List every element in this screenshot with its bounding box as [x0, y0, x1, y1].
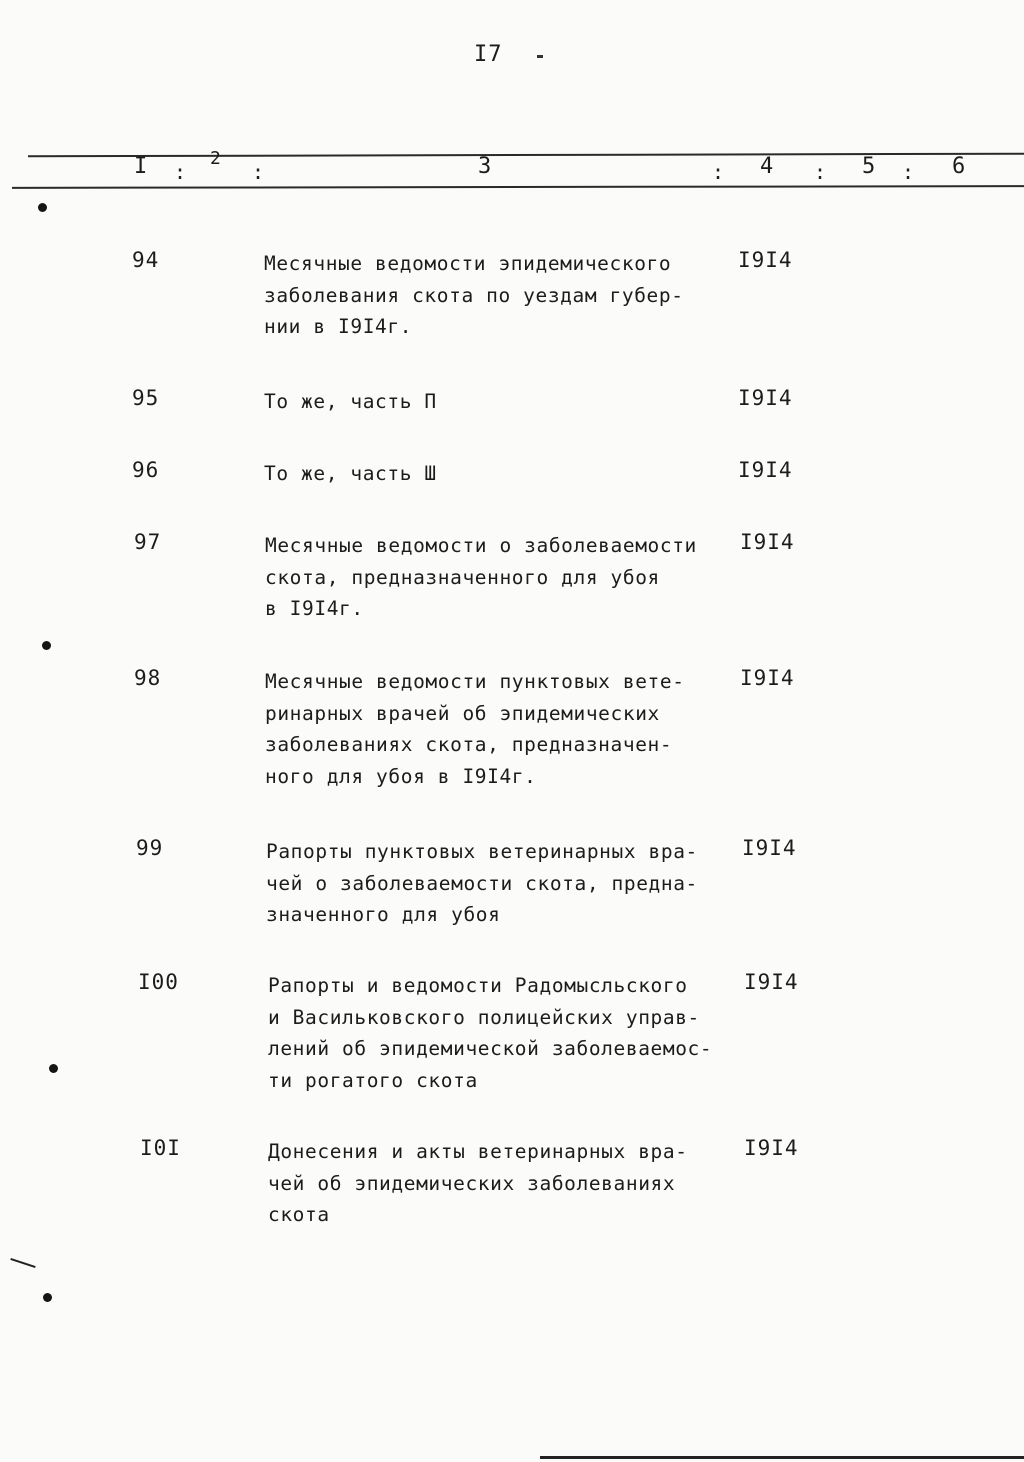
row-number: 99: [136, 836, 164, 860]
row-year: I9I4: [738, 458, 793, 482]
row-year: I9I4: [744, 1136, 799, 1160]
row-number: I00: [138, 970, 179, 994]
pen-mark: [537, 55, 543, 58]
column-header-3: 3: [478, 154, 492, 179]
row-description: Месячные ведомости о заболеваемости скота, предназначенного для убоя в I9I4г.: [265, 534, 697, 620]
row-year: I9I4: [740, 666, 795, 690]
column-header-5: 5: [862, 154, 876, 179]
row-description: Месячные ведомости пунктовых вете- ринарных врачей об эпидемических заболеваниях скота, предназначен- ного для убоя в I9I4г.: [265, 670, 685, 788]
row-description: То же, часть Ш: [264, 462, 437, 485]
table-header-bottom-rule: [12, 185, 1024, 189]
column-separator: :: [712, 160, 725, 184]
punch-hole-mark: [43, 1293, 52, 1302]
row-description: То же, часть П: [264, 390, 437, 413]
column-separator: :: [174, 160, 187, 184]
pen-scratch: [10, 1258, 35, 1268]
scan-edge-line: [540, 1456, 1024, 1459]
column-header-4: 4: [760, 154, 774, 179]
row-year: I9I4: [742, 836, 797, 860]
row-description: Донесения и акты ветеринарных вра- чей об эпидемических заболеваниях скота: [268, 1140, 688, 1226]
row-number: 94: [132, 248, 160, 272]
column-separator: :: [814, 160, 827, 184]
row-year: I9I4: [744, 970, 799, 994]
column-header-1: I: [134, 154, 148, 179]
column-separator: :: [252, 160, 265, 184]
column-header-2: 2: [210, 148, 221, 169]
row-description: Рапорты пунктовых ветеринарных вра- чей о заболеваемости скота, предна- значенного для убоя: [266, 840, 698, 926]
row-number: 97: [134, 530, 162, 554]
row-number: 95: [132, 386, 160, 410]
row-year: I9I4: [738, 248, 793, 272]
punch-hole-mark: [38, 203, 47, 212]
column-separator: :: [902, 160, 915, 184]
row-number: 98: [134, 666, 162, 690]
punch-hole-mark: [42, 641, 51, 650]
row-description: Месячные ведомости эпидемического заболевания скота по уездам губер- нии в I9I4г.: [264, 252, 684, 338]
row-year: I9I4: [738, 386, 793, 410]
column-header-6: 6: [952, 154, 966, 179]
row-year: I9I4: [740, 530, 795, 554]
row-description: Рапорты и ведомости Радомысльского и Васильковского полицейских управ- лений об эпидемической заболеваемос- ти рогатого скота: [268, 974, 713, 1092]
page-number: I7: [474, 42, 503, 67]
row-number: 96: [132, 458, 160, 482]
row-number: I0I: [140, 1136, 181, 1160]
punch-hole-mark: [49, 1064, 58, 1073]
